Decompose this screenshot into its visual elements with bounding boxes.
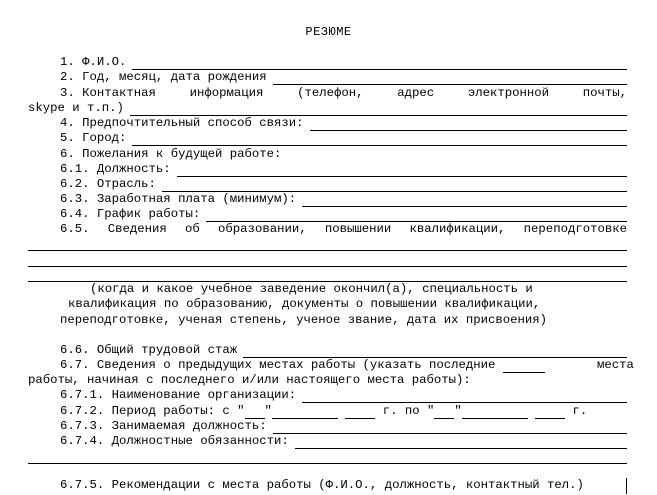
field-birth-date[interactable] bbox=[273, 72, 627, 85]
quote: " bbox=[426, 404, 435, 418]
field-job-position[interactable] bbox=[273, 421, 627, 434]
row-organization bbox=[28, 388, 627, 403]
label-year: г. bbox=[572, 404, 588, 418]
row-birth-date bbox=[28, 70, 627, 85]
quote: " bbox=[237, 404, 245, 418]
label-contact-info-cont: skype и т.п.) bbox=[28, 101, 124, 115]
label-schedule: 6.4. График работы: bbox=[60, 207, 201, 221]
row-contact-info-cont bbox=[28, 101, 627, 116]
word: почты, bbox=[582, 86, 627, 100]
word: 3. Контактная bbox=[60, 86, 156, 100]
text-cursor bbox=[626, 478, 627, 494]
label-job-position: 6.7.3. Занимаемая должность: bbox=[60, 419, 267, 433]
label-position: 6.1. Должность: bbox=[60, 162, 171, 176]
field-duties[interactable] bbox=[295, 436, 627, 449]
word: об bbox=[185, 222, 200, 236]
row-work-period bbox=[60, 404, 587, 419]
label-year-to: г. по bbox=[382, 404, 420, 418]
field-start-day[interactable] bbox=[245, 406, 265, 419]
word: электронной bbox=[467, 86, 549, 100]
word: информация bbox=[189, 86, 264, 100]
field-job-count[interactable] bbox=[503, 360, 545, 373]
word: 6.5. bbox=[60, 222, 90, 236]
field-position[interactable] bbox=[177, 164, 627, 177]
label-experience: 6.6. Общий трудовой стаж bbox=[60, 343, 238, 357]
quote: " bbox=[454, 404, 462, 418]
word: образовании, bbox=[218, 222, 307, 236]
field-contact-method[interactable] bbox=[310, 118, 627, 131]
field-city[interactable] bbox=[132, 133, 627, 146]
label-salary: 6.3. Заработная плата (минимум): bbox=[60, 192, 297, 206]
education-note-1: (когда и какое учебное заведение окончил(а), специальность и bbox=[90, 282, 533, 296]
word: переподготовке bbox=[523, 222, 627, 236]
label-wishes: 6. Пожелания к будущей работе: bbox=[60, 147, 282, 161]
word: (телефон, bbox=[297, 86, 364, 100]
row-position bbox=[28, 162, 627, 177]
field-organization[interactable] bbox=[302, 390, 627, 403]
education-note-2: квалификация по образованию, документы о повышении квалификации, bbox=[68, 297, 541, 311]
row-city bbox=[28, 131, 627, 146]
field-salary[interactable] bbox=[302, 194, 627, 207]
word: квалификации, bbox=[409, 222, 506, 236]
row-education bbox=[60, 222, 627, 237]
field-end-day[interactable] bbox=[434, 406, 454, 419]
label-previous-jobs-text: 6.7. Сведения о предыдущих местах работы (указать последние bbox=[60, 358, 496, 372]
field-education-line-1[interactable] bbox=[28, 250, 627, 251]
label-previous-jobs bbox=[60, 358, 545, 373]
row-industry bbox=[28, 177, 627, 192]
label-duties: 6.7.4. Должностные обязанности: bbox=[60, 434, 289, 448]
row-wishes bbox=[28, 147, 627, 162]
label-work-period: 6.7.2. Период работы: с bbox=[60, 404, 230, 418]
label-previous-jobs-cont: работы, начиная с последнего и/или настоящего места работы): bbox=[28, 373, 471, 387]
field-start-month[interactable] bbox=[272, 406, 338, 419]
label-contact-method: 4. Предпочтительный способ связи: bbox=[60, 116, 304, 130]
field-contact-info[interactable] bbox=[130, 103, 627, 116]
word: адрес bbox=[397, 86, 435, 100]
label-birth-date: 2. Год, месяц, дата рождения bbox=[60, 70, 267, 84]
field-duties-line-2[interactable] bbox=[28, 463, 627, 464]
field-start-year[interactable] bbox=[345, 406, 375, 419]
row-experience bbox=[28, 343, 627, 358]
quote: " bbox=[264, 404, 272, 418]
field-end-year[interactable] bbox=[535, 406, 565, 419]
field-education-line-2[interactable] bbox=[28, 266, 627, 267]
field-full-name[interactable] bbox=[132, 57, 627, 70]
row-contact-info bbox=[60, 86, 627, 101]
label-previous-jobs-end: места bbox=[597, 358, 634, 372]
field-experience[interactable] bbox=[243, 345, 627, 358]
row-contact-method bbox=[28, 116, 627, 131]
word: повышении bbox=[324, 222, 392, 236]
label-industry: 6.2. Отрасль: bbox=[60, 177, 156, 191]
field-schedule[interactable] bbox=[206, 209, 627, 222]
label-organization: 6.7.1. Наименование организации: bbox=[60, 388, 297, 402]
education-note-3: переподготовке, ученая степень, ученое звание, дата их присвоения) bbox=[60, 313, 548, 327]
field-industry[interactable] bbox=[162, 179, 627, 192]
field-end-month[interactable] bbox=[462, 406, 528, 419]
row-full-name bbox=[28, 55, 627, 70]
label-recommendations: 6.7.5. Рекомендации с места работы (Ф.И.О., должность, контактный тел.) bbox=[60, 478, 584, 492]
label-city: 5. Город: bbox=[60, 131, 127, 145]
row-schedule bbox=[28, 207, 627, 222]
row-job-position bbox=[28, 419, 627, 434]
word: Сведения bbox=[107, 222, 167, 236]
row-salary bbox=[28, 192, 627, 207]
label-full-name: 1. Ф.И.О. bbox=[60, 55, 127, 69]
document-title: РЕЗЮМЕ bbox=[305, 25, 352, 39]
row-duties bbox=[28, 434, 627, 449]
